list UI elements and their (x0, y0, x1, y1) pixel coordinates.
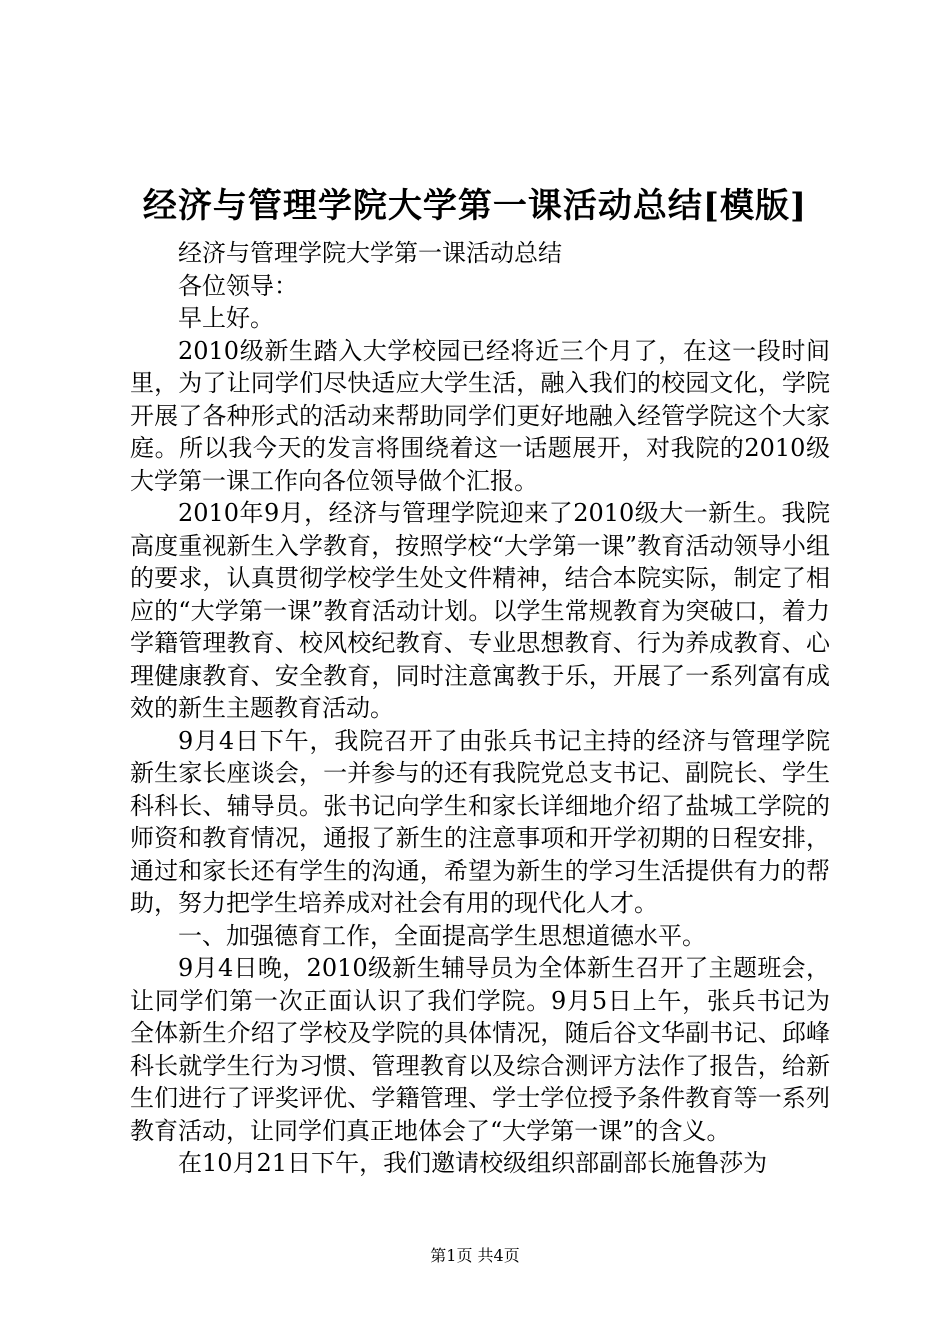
page-number-footer: 第1页 共4页 (430, 1246, 520, 1265)
paragraph-freshman-education: 2010年9月，经济与管理学院迎来了2010级大一新生。我院高度重视新生入学教育，按照学校“大学第一课”教育活动领导小组的要求，认真贯彻学校学生处文件精神，结合本院实际，制定了相应的“大学第一课”教育活动计划。以学生常规教育为突破口，着力学籍管理教育、校风校纪教育、专业思想教育、行为养成教育、心理健康教育、安全教育，同时注意寓教于乐，开展了一系列富有成效的新生主题教育活动。 (130, 499, 830, 722)
document-body (130, 237, 830, 1180)
document-title: 经济与管理学院大学第一课活动总结[模版] (142, 186, 808, 226)
paragraph-october-event: 在10月21日下午，我们邀请校级组织部副部长施鲁莎为 (178, 1149, 768, 1177)
paragraph-class-meeting: 9月4日晚，2010级新生辅导员为全体新生召开了主题班会，让同学们第一次正面认识了我们学院。9月5日上午，张兵书记为全体新生介绍了学校及学院的具体情况，随后谷文华副书记、邱峰科长就学生行为习惯、管理教育以及综合测评方法作了报告，给新生们进行了评奖评优、学籍管理、学士学位授予条件教育等一系列教育活动，让同学们真正地体会了“大学第一课”的含义。 (130, 954, 830, 1145)
paragraph-intro: 2010级新生踏入大学校园已经将近三个月了，在这一段时间里，为了让同学们尽快适应大学生活，融入我们的校园文化，学院开展了各种形式的活动来帮助同学们更好地融入经管学院这个大家庭。所以我今天的发言将围绕着这一话题展开，对我院的2010级大学第一课工作向各位领导做个汇报。 (130, 336, 830, 495)
paragraph-salutation: 各位领导： (178, 271, 298, 300)
section-heading-moral-education: 一、加强德育工作，全面提高学生思想道德水平。 (178, 921, 706, 950)
paragraph-greeting: 早上好。 (178, 304, 274, 332)
paragraph-parents-meeting: 9月4日下午，我院召开了由张兵书记主持的经济与管理学院新生家长座谈会，一并参与的还有我院党总支书记、副院长、学生科科长、辅导员。张书记向学生和家长详细地介绍了盐城工学院的师资和教育情况，通报了新生的注意事项和开学初期的日程安排，通过和家长还有学生的沟通，希望为新生的学习生活提供有力的帮助，努力把学生培养成对社会有用的现代化人才。 (130, 726, 830, 917)
paragraph-subtitle: 经济与管理学院大学第一课活动总结 (178, 239, 562, 267)
